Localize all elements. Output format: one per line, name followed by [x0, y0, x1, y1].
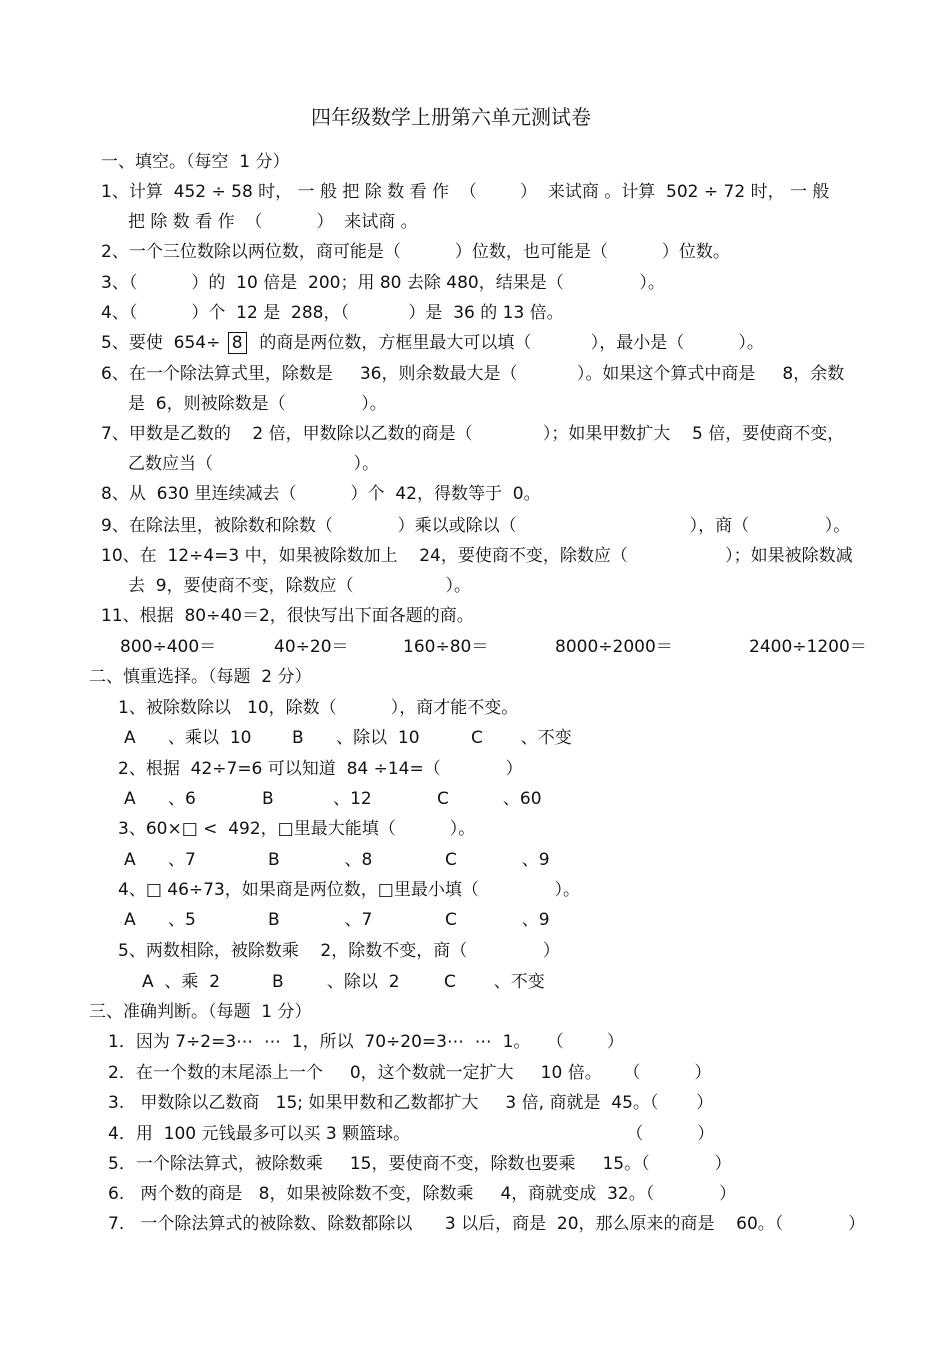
s1-q3: 3、（ ）的 10 倍是 200；用 80 去除 480，结果是（ ）。: [101, 273, 665, 293]
calc-item: 800÷400＝: [120, 637, 217, 657]
section-1-heading: 一、填空。（每空 1 分）: [101, 152, 290, 172]
s3-item: 4．用 100 元钱最多可以买 3 颗篮球。 （ ）: [108, 1124, 715, 1144]
s1-q4: 4、（ ）个 12 是 288，（ ）是 36 的 13 倍。: [101, 303, 564, 323]
digit-box: 8: [228, 332, 247, 354]
s2-q3-option: C 、9: [445, 850, 550, 870]
s2-q5: 5、两数相除，被除数乘 2，除数不变，商（ ）: [118, 941, 560, 961]
s3-item: 3. 甲数除以乙数商 15; 如果甲数和乙数都扩大 3 倍, 商就是 45。（ ）: [108, 1093, 714, 1113]
s2-q2: 2、根据 42÷7=6 可以知道 84 ÷14=（ ）: [118, 759, 523, 779]
s1-q5: [101, 332, 764, 354]
s1-q10-line2: 去 9，要使商不变，除数应（ ）。: [128, 576, 471, 596]
calc-item: 40÷20＝: [274, 637, 349, 657]
s3-item: 1．因为 7÷2=3⋯ ⋯ 1，所以 70÷20=3⋯ ⋯ 1。 （ ）: [108, 1032, 624, 1052]
s1-q7-line2: 乙数应当（ ）。: [128, 454, 379, 474]
calc-item: 160÷80＝: [403, 637, 489, 657]
s2-q2-option: A 、6: [124, 789, 196, 809]
s2-q3: 3、60×□ < 492，□里最大能填（ ）。: [118, 819, 476, 839]
s2-q1: 1、被除数除以 10，除数（ ），商才能不变。: [118, 698, 519, 718]
s1-q6-line1: 6、在一个除法算式里，除数是 36，则余数最大是（ ）。如果这个算式中商是 8，余数: [101, 364, 845, 384]
s3-item: 2．在一个数的末尾添上一个 0，这个数就一定扩大 10 倍。 （ ）: [108, 1063, 712, 1083]
s1-q1-line1: 1、计算 452 ÷ 58 时， 一 般 把 除 数 看 作 （ ） 来试商 。计算 502 ÷ 72 时， 一 般: [101, 182, 830, 202]
s2-q1-option: C 、不变: [471, 728, 572, 748]
s2-q4: 4、□ 46÷73，如果商是两位数，□里最小填（ ）。: [118, 880, 581, 900]
calc-item: 8000÷2000＝: [555, 637, 673, 657]
s3-item: 6. 两个数的商是 8，如果被除数不变，除数乘 4，商就变成 32。（ ）: [108, 1184, 737, 1204]
s2-q4-option: A 、5: [124, 910, 196, 930]
s1-q6-line2: 是 6，则被除数是（ ）。: [128, 394, 387, 414]
s1-q5-pre: 5、要使 654÷: [101, 333, 226, 353]
s2-q3-option: B 、8: [268, 850, 373, 870]
s1-q2: 2、一个三位数除以两位数，商可能是（ ）位数，也可能是（ ）位数。: [101, 242, 730, 262]
s1-q8: 8、从 630 里连续减去（ ）个 42，得数等于 0。: [101, 484, 541, 504]
section-3-heading: 三、准确判断。（每题 1 分）: [89, 1002, 312, 1022]
s1-q7-line1: 7、甲数是乙数的 2 倍，甲数除以乙数的商是（ ）；如果甲数扩大 5 倍，要使商不变，: [101, 424, 845, 444]
s1-q10-line1: 10、在 12÷4=3 中，如果被除数加上 24，要使商不变，除数应（ ）；如果被除数减: [101, 546, 853, 566]
s2-q3-option: A 、7: [124, 850, 196, 870]
calc-item: 2400÷1200＝: [749, 637, 867, 657]
s2-q2-option: C 、60: [437, 789, 542, 809]
s2-q5-option: C 、不变: [444, 972, 545, 992]
s1-q1-line2: 把 除 数 看 作 （ ） 来试商 。: [128, 212, 418, 232]
s2-q2-option: B 、12: [262, 789, 372, 809]
page-title: 四年级数学上册第六单元测试卷: [311, 105, 591, 129]
s2-q4-option: C 、9: [445, 910, 550, 930]
s2-q5-option: B 、除以 2: [272, 972, 400, 992]
s2-q4-option: B 、7: [268, 910, 373, 930]
s1-q9: 9、在除法里，被除数和除数（ ）乘以或除以（ ），商（ ）。: [101, 516, 851, 536]
section-2-heading: 二、慎重选择。（每题 2 分）: [89, 667, 312, 687]
s2-q5-option: A 、乘 2: [142, 972, 221, 992]
s1-q5-post: 的商是两位数，方框里最大可以填（ ），最小是（ ）。: [248, 333, 764, 353]
s3-item: 7. 一个除法算式的被除数、除数都除以 3 以后，商是 20，那么原来的商是 60。（ ）: [108, 1214, 866, 1234]
s2-q1-option: A 、乘以 10: [124, 728, 252, 748]
s2-q1-option: B 、除以 10: [292, 728, 420, 748]
s1-q11: 11、根据 80÷40＝2，很快写出下面各题的商。: [101, 606, 474, 626]
s3-item: 5．一个除法算式，被除数乘 15，要使商不变，除数也要乘 15。（ ）: [108, 1154, 732, 1174]
